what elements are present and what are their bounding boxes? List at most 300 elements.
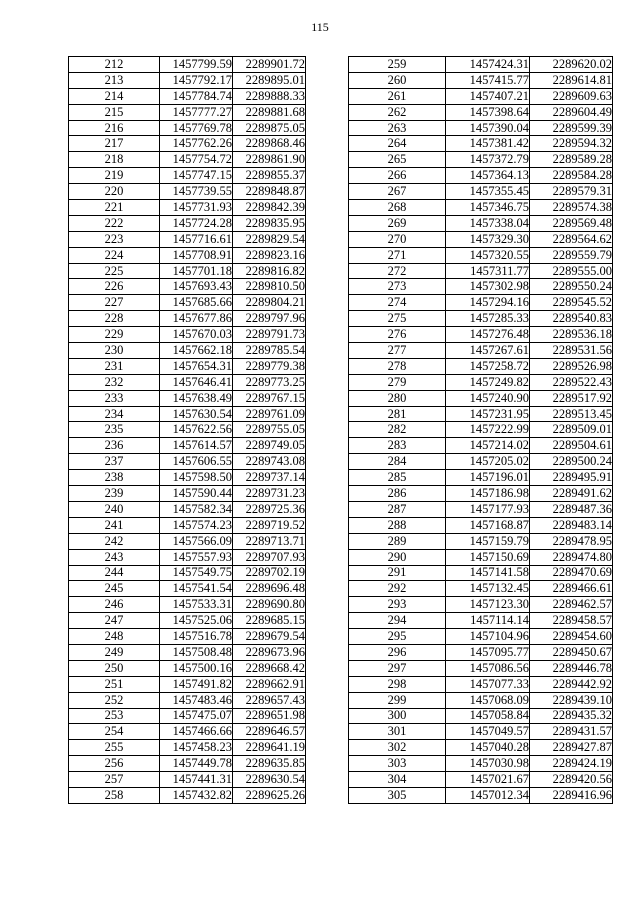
table-row — [69, 136, 306, 152]
table-row — [349, 708, 613, 724]
point-number-cell: 294 — [349, 613, 446, 629]
table-row — [69, 486, 306, 502]
x-coordinate-cell: 1457159.79 — [446, 533, 530, 549]
y-coordinate-cell: 2289810.50 — [233, 279, 306, 295]
point-number-cell: 268 — [349, 200, 446, 216]
x-coordinate-cell: 1457701.18 — [160, 263, 233, 279]
y-coordinate-cell: 2289599.39 — [530, 120, 613, 136]
point-number-cell: 237 — [69, 454, 160, 470]
table-row — [69, 120, 306, 136]
table-row — [349, 390, 613, 406]
x-coordinate-cell: 1457077.33 — [446, 676, 530, 692]
y-coordinate-cell: 2289466.61 — [530, 581, 613, 597]
y-coordinate-cell: 2289696.48 — [233, 581, 306, 597]
point-number-cell: 276 — [349, 327, 446, 343]
point-number-cell: 244 — [69, 565, 160, 581]
point-number-cell: 289 — [349, 533, 446, 549]
table-row — [349, 136, 613, 152]
y-coordinate-cell: 2289646.57 — [233, 724, 306, 740]
point-number-cell: 234 — [69, 406, 160, 422]
x-coordinate-cell: 1457086.56 — [446, 660, 530, 676]
table-row — [349, 565, 613, 581]
table-row — [69, 311, 306, 327]
x-coordinate-cell: 1457769.78 — [160, 120, 233, 136]
point-number-cell: 239 — [69, 486, 160, 502]
y-coordinate-cell: 2289522.43 — [530, 374, 613, 390]
table-row — [349, 72, 613, 88]
table-row — [69, 231, 306, 247]
y-coordinate-cell: 2289545.52 — [530, 295, 613, 311]
point-number-cell: 257 — [69, 772, 160, 788]
point-number-cell: 296 — [349, 644, 446, 660]
y-coordinate-cell: 2289420.56 — [530, 772, 613, 788]
point-number-cell: 303 — [349, 756, 446, 772]
x-coordinate-cell: 1457590.44 — [160, 486, 233, 502]
point-number-cell: 251 — [69, 676, 160, 692]
point-number-cell: 236 — [69, 438, 160, 454]
table-row — [349, 692, 613, 708]
y-coordinate-cell: 2289450.67 — [530, 644, 613, 660]
x-coordinate-cell: 1457549.75 — [160, 565, 233, 581]
x-coordinate-cell: 1457222.99 — [446, 422, 530, 438]
point-number-cell: 295 — [349, 629, 446, 645]
point-number-cell: 291 — [349, 565, 446, 581]
table-row — [69, 374, 306, 390]
x-coordinate-cell: 1457792.17 — [160, 72, 233, 88]
point-number-cell: 219 — [69, 168, 160, 184]
y-coordinate-cell: 2289743.08 — [233, 454, 306, 470]
y-coordinate-cell: 2289462.57 — [530, 597, 613, 613]
x-coordinate-cell: 1457541.54 — [160, 581, 233, 597]
point-number-cell: 252 — [69, 692, 160, 708]
y-coordinate-cell: 2289848.87 — [233, 184, 306, 200]
x-coordinate-cell: 1457294.16 — [446, 295, 530, 311]
x-coordinate-cell: 1457205.02 — [446, 454, 530, 470]
point-number-cell: 214 — [69, 88, 160, 104]
x-coordinate-cell: 1457630.54 — [160, 406, 233, 422]
y-coordinate-cell: 2289641.19 — [233, 740, 306, 756]
x-coordinate-cell: 1457104.96 — [446, 629, 530, 645]
y-coordinate-cell: 2289439.10 — [530, 692, 613, 708]
table-row — [69, 613, 306, 629]
point-number-cell: 235 — [69, 422, 160, 438]
y-coordinate-cell: 2289446.78 — [530, 660, 613, 676]
table-row — [69, 168, 306, 184]
y-coordinate-cell: 2289731.23 — [233, 486, 306, 502]
x-coordinate-cell: 1457068.09 — [446, 692, 530, 708]
x-coordinate-cell: 1457606.55 — [160, 454, 233, 470]
x-coordinate-cell: 1457132.45 — [446, 581, 530, 597]
table-row — [349, 311, 613, 327]
x-coordinate-cell: 1457500.16 — [160, 660, 233, 676]
y-coordinate-cell: 2289625.26 — [233, 787, 306, 803]
table-row — [69, 740, 306, 756]
y-coordinate-cell: 2289509.01 — [530, 422, 613, 438]
table-row — [69, 597, 306, 613]
point-number-cell: 233 — [69, 390, 160, 406]
table-row — [69, 343, 306, 359]
point-number-cell: 302 — [349, 740, 446, 756]
point-number-cell: 275 — [349, 311, 446, 327]
x-coordinate-cell: 1457177.93 — [446, 501, 530, 517]
coordinates-table-left — [68, 56, 306, 804]
x-coordinate-cell: 1457754.72 — [160, 152, 233, 168]
y-coordinate-cell: 2289685.15 — [233, 613, 306, 629]
table-row — [69, 549, 306, 565]
y-coordinate-cell: 2289690.80 — [233, 597, 306, 613]
table-row — [69, 772, 306, 788]
y-coordinate-cell: 2289536.18 — [530, 327, 613, 343]
y-coordinate-cell: 2289785.54 — [233, 343, 306, 359]
coordinates-table-right — [348, 56, 613, 804]
y-coordinate-cell: 2289901.72 — [233, 57, 306, 73]
point-number-cell: 217 — [69, 136, 160, 152]
x-coordinate-cell: 1457355.45 — [446, 184, 530, 200]
x-coordinate-cell: 1457346.75 — [446, 200, 530, 216]
point-number-cell: 282 — [349, 422, 446, 438]
table-row — [349, 533, 613, 549]
table-row — [349, 772, 613, 788]
y-coordinate-cell: 2289427.87 — [530, 740, 613, 756]
x-coordinate-cell: 1457267.61 — [446, 343, 530, 359]
y-coordinate-cell: 2289895.01 — [233, 72, 306, 88]
point-number-cell: 223 — [69, 231, 160, 247]
point-number-cell: 216 — [69, 120, 160, 136]
y-coordinate-cell: 2289773.25 — [233, 374, 306, 390]
table-row — [349, 406, 613, 422]
x-coordinate-cell: 1457799.59 — [160, 57, 233, 73]
y-coordinate-cell: 2289589.28 — [530, 152, 613, 168]
table-row — [349, 660, 613, 676]
x-coordinate-cell: 1457441.31 — [160, 772, 233, 788]
table-row — [69, 247, 306, 263]
point-number-cell: 301 — [349, 724, 446, 740]
point-number-cell: 265 — [349, 152, 446, 168]
table-row — [349, 787, 613, 803]
point-number-cell: 254 — [69, 724, 160, 740]
point-number-cell: 278 — [349, 358, 446, 374]
y-coordinate-cell: 2289657.43 — [233, 692, 306, 708]
point-number-cell: 283 — [349, 438, 446, 454]
table-row — [69, 279, 306, 295]
y-coordinate-cell: 2289816.82 — [233, 263, 306, 279]
table-row — [349, 486, 613, 502]
point-number-cell: 212 — [69, 57, 160, 73]
table-row — [349, 104, 613, 120]
page-number: 115 — [311, 20, 329, 34]
point-number-cell: 297 — [349, 660, 446, 676]
point-number-cell: 277 — [349, 343, 446, 359]
x-coordinate-cell: 1457407.21 — [446, 88, 530, 104]
y-coordinate-cell: 2289474.80 — [530, 549, 613, 565]
y-coordinate-cell: 2289609.63 — [530, 88, 613, 104]
x-coordinate-cell: 1457214.02 — [446, 438, 530, 454]
x-coordinate-cell: 1457475.07 — [160, 708, 233, 724]
point-number-cell: 263 — [349, 120, 446, 136]
x-coordinate-cell: 1457390.04 — [446, 120, 530, 136]
point-number-cell: 220 — [69, 184, 160, 200]
table-row — [349, 231, 613, 247]
y-coordinate-cell: 2289540.83 — [530, 311, 613, 327]
y-coordinate-cell: 2289737.14 — [233, 470, 306, 486]
x-coordinate-cell: 1457398.64 — [446, 104, 530, 120]
x-coordinate-cell: 1457320.55 — [446, 247, 530, 263]
point-number-cell: 213 — [69, 72, 160, 88]
point-number-cell: 259 — [349, 57, 446, 73]
point-number-cell: 243 — [69, 549, 160, 565]
y-coordinate-cell: 2289478.95 — [530, 533, 613, 549]
table-row — [69, 57, 306, 73]
x-coordinate-cell: 1457311.77 — [446, 263, 530, 279]
point-number-cell: 286 — [349, 486, 446, 502]
table-row — [349, 756, 613, 772]
point-number-cell: 215 — [69, 104, 160, 120]
x-coordinate-cell: 1457168.87 — [446, 517, 530, 533]
point-number-cell: 227 — [69, 295, 160, 311]
table-row — [69, 581, 306, 597]
point-number-cell: 269 — [349, 215, 446, 231]
point-number-cell: 221 — [69, 200, 160, 216]
point-number-cell: 270 — [349, 231, 446, 247]
x-coordinate-cell: 1457123.30 — [446, 597, 530, 613]
x-coordinate-cell: 1457508.48 — [160, 644, 233, 660]
point-number-cell: 226 — [69, 279, 160, 295]
y-coordinate-cell: 2289569.48 — [530, 215, 613, 231]
table-row — [349, 454, 613, 470]
y-coordinate-cell: 2289881.68 — [233, 104, 306, 120]
table-row — [69, 358, 306, 374]
x-coordinate-cell: 1457784.74 — [160, 88, 233, 104]
table-row — [69, 660, 306, 676]
point-number-cell: 285 — [349, 470, 446, 486]
point-number-cell: 253 — [69, 708, 160, 724]
y-coordinate-cell: 2289431.57 — [530, 724, 613, 740]
table-row — [349, 740, 613, 756]
y-coordinate-cell: 2289829.54 — [233, 231, 306, 247]
table-row — [349, 597, 613, 613]
x-coordinate-cell: 1457058.84 — [446, 708, 530, 724]
y-coordinate-cell: 2289767.15 — [233, 390, 306, 406]
y-coordinate-cell: 2289517.92 — [530, 390, 613, 406]
x-coordinate-cell: 1457285.33 — [446, 311, 530, 327]
y-coordinate-cell: 2289416.96 — [530, 787, 613, 803]
point-number-cell: 267 — [349, 184, 446, 200]
x-coordinate-cell: 1457654.31 — [160, 358, 233, 374]
table-row — [349, 263, 613, 279]
y-coordinate-cell: 2289679.54 — [233, 629, 306, 645]
point-number-cell: 281 — [349, 406, 446, 422]
y-coordinate-cell: 2289579.31 — [530, 184, 613, 200]
y-coordinate-cell: 2289713.71 — [233, 533, 306, 549]
point-number-cell: 304 — [349, 772, 446, 788]
x-coordinate-cell: 1457196.01 — [446, 470, 530, 486]
point-number-cell: 228 — [69, 311, 160, 327]
x-coordinate-cell: 1457012.34 — [446, 787, 530, 803]
table-row — [349, 57, 613, 73]
y-coordinate-cell: 2289855.37 — [233, 168, 306, 184]
table-row — [69, 470, 306, 486]
point-number-cell: 242 — [69, 533, 160, 549]
y-coordinate-cell: 2289555.00 — [530, 263, 613, 279]
table-row — [349, 724, 613, 740]
table-row — [69, 454, 306, 470]
x-coordinate-cell: 1457731.93 — [160, 200, 233, 216]
x-coordinate-cell: 1457622.56 — [160, 422, 233, 438]
y-coordinate-cell: 2289779.38 — [233, 358, 306, 374]
x-coordinate-cell: 1457364.13 — [446, 168, 530, 184]
y-coordinate-cell: 2289574.38 — [530, 200, 613, 216]
table-row — [69, 533, 306, 549]
table-row — [69, 152, 306, 168]
y-coordinate-cell: 2289491.62 — [530, 486, 613, 502]
y-coordinate-cell: 2289761.09 — [233, 406, 306, 422]
table-row — [349, 644, 613, 660]
table-row — [349, 184, 613, 200]
x-coordinate-cell: 1457114.14 — [446, 613, 530, 629]
x-coordinate-cell: 1457693.43 — [160, 279, 233, 295]
y-coordinate-cell: 2289823.16 — [233, 247, 306, 263]
y-coordinate-cell: 2289673.96 — [233, 644, 306, 660]
y-coordinate-cell: 2289487.36 — [530, 501, 613, 517]
point-number-cell: 298 — [349, 676, 446, 692]
x-coordinate-cell: 1457483.46 — [160, 692, 233, 708]
table-row — [349, 327, 613, 343]
point-number-cell: 271 — [349, 247, 446, 263]
y-coordinate-cell: 2289835.95 — [233, 215, 306, 231]
table-row — [349, 517, 613, 533]
point-number-cell: 238 — [69, 470, 160, 486]
table-row — [349, 200, 613, 216]
y-coordinate-cell: 2289458.57 — [530, 613, 613, 629]
table-row — [69, 676, 306, 692]
y-coordinate-cell: 2289662.91 — [233, 676, 306, 692]
x-coordinate-cell: 1457095.77 — [446, 644, 530, 660]
point-number-cell: 264 — [349, 136, 446, 152]
x-coordinate-cell: 1457614.57 — [160, 438, 233, 454]
table-row — [69, 263, 306, 279]
y-coordinate-cell: 2289594.32 — [530, 136, 613, 152]
x-coordinate-cell: 1457685.66 — [160, 295, 233, 311]
y-coordinate-cell: 2289797.96 — [233, 311, 306, 327]
y-coordinate-cell: 2289620.02 — [530, 57, 613, 73]
table-row — [349, 422, 613, 438]
y-coordinate-cell: 2289725.36 — [233, 501, 306, 517]
point-number-cell: 256 — [69, 756, 160, 772]
point-number-cell: 224 — [69, 247, 160, 263]
x-coordinate-cell: 1457415.77 — [446, 72, 530, 88]
point-number-cell: 222 — [69, 215, 160, 231]
y-coordinate-cell: 2289531.56 — [530, 343, 613, 359]
y-coordinate-cell: 2289702.19 — [233, 565, 306, 581]
y-coordinate-cell: 2289719.52 — [233, 517, 306, 533]
y-coordinate-cell: 2289435.32 — [530, 708, 613, 724]
point-number-cell: 232 — [69, 374, 160, 390]
x-coordinate-cell: 1457638.49 — [160, 390, 233, 406]
x-coordinate-cell: 1457739.55 — [160, 184, 233, 200]
y-coordinate-cell: 2289668.42 — [233, 660, 306, 676]
x-coordinate-cell: 1457662.18 — [160, 343, 233, 359]
point-number-cell: 248 — [69, 629, 160, 645]
table-row — [69, 406, 306, 422]
point-number-cell: 288 — [349, 517, 446, 533]
table-row — [349, 168, 613, 184]
table-row — [69, 88, 306, 104]
y-coordinate-cell: 2289791.73 — [233, 327, 306, 343]
y-coordinate-cell: 2289749.05 — [233, 438, 306, 454]
table-row — [349, 88, 613, 104]
x-coordinate-cell: 1457458.23 — [160, 740, 233, 756]
table-row — [69, 517, 306, 533]
table-row — [69, 501, 306, 517]
table-row — [69, 565, 306, 581]
table-row — [349, 152, 613, 168]
point-number-cell: 280 — [349, 390, 446, 406]
point-number-cell: 250 — [69, 660, 160, 676]
table-row — [69, 644, 306, 660]
table-row — [349, 438, 613, 454]
y-coordinate-cell: 2289442.92 — [530, 676, 613, 692]
table-row — [69, 215, 306, 231]
point-number-cell: 299 — [349, 692, 446, 708]
y-coordinate-cell: 2289495.91 — [530, 470, 613, 486]
table-row — [349, 295, 613, 311]
x-coordinate-cell: 1457276.48 — [446, 327, 530, 343]
y-coordinate-cell: 2289470.69 — [530, 565, 613, 581]
point-number-cell: 240 — [69, 501, 160, 517]
x-coordinate-cell: 1457708.91 — [160, 247, 233, 263]
table-row — [349, 120, 613, 136]
y-coordinate-cell: 2289651.98 — [233, 708, 306, 724]
table-row — [349, 501, 613, 517]
x-coordinate-cell: 1457372.79 — [446, 152, 530, 168]
x-coordinate-cell: 1457762.26 — [160, 136, 233, 152]
y-coordinate-cell: 2289875.05 — [233, 120, 306, 136]
point-number-cell: 305 — [349, 787, 446, 803]
x-coordinate-cell: 1457338.04 — [446, 215, 530, 231]
point-number-cell: 272 — [349, 263, 446, 279]
point-number-cell: 229 — [69, 327, 160, 343]
point-number-cell: 261 — [349, 88, 446, 104]
point-number-cell: 225 — [69, 263, 160, 279]
x-coordinate-cell: 1457040.28 — [446, 740, 530, 756]
table-row — [69, 295, 306, 311]
y-coordinate-cell: 2289707.93 — [233, 549, 306, 565]
table-row — [69, 390, 306, 406]
y-coordinate-cell: 2289424.19 — [530, 756, 613, 772]
x-coordinate-cell: 1457240.90 — [446, 390, 530, 406]
x-coordinate-cell: 1457021.67 — [446, 772, 530, 788]
y-coordinate-cell: 2289868.46 — [233, 136, 306, 152]
table-row — [69, 787, 306, 803]
table-row — [349, 358, 613, 374]
point-number-cell: 241 — [69, 517, 160, 533]
x-coordinate-cell: 1457516.78 — [160, 629, 233, 645]
point-number-cell: 249 — [69, 644, 160, 660]
x-coordinate-cell: 1457491.82 — [160, 676, 233, 692]
y-coordinate-cell: 2289550.24 — [530, 279, 613, 295]
table-row — [69, 327, 306, 343]
point-number-cell: 255 — [69, 740, 160, 756]
table-row — [69, 756, 306, 772]
x-coordinate-cell: 1457525.06 — [160, 613, 233, 629]
x-coordinate-cell: 1457747.15 — [160, 168, 233, 184]
x-coordinate-cell: 1457449.78 — [160, 756, 233, 772]
table-row — [349, 343, 613, 359]
y-coordinate-cell: 2289504.61 — [530, 438, 613, 454]
y-coordinate-cell: 2289584.28 — [530, 168, 613, 184]
point-number-cell: 260 — [349, 72, 446, 88]
x-coordinate-cell: 1457646.41 — [160, 374, 233, 390]
